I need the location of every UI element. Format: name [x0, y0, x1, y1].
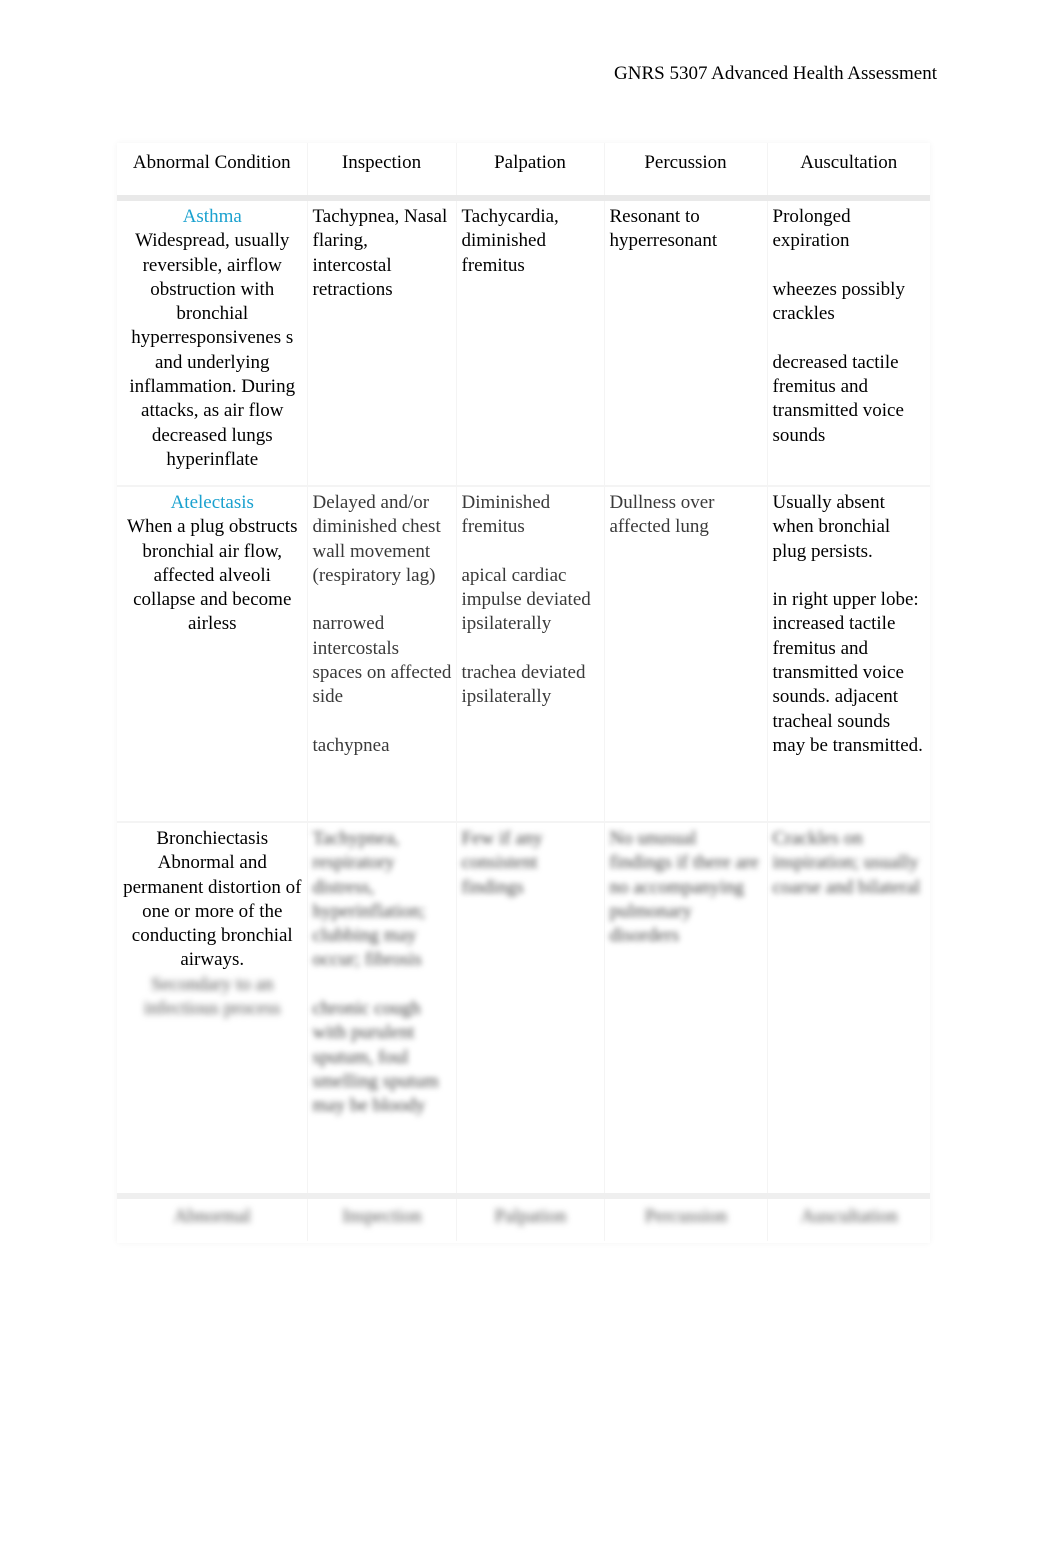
- footer-header-cell: Percussion: [604, 1196, 767, 1241]
- auscultation-finding: Prolonged expiration: [772, 206, 851, 252]
- palpation-finding: Tachycardia, diminished fremitus: [461, 206, 559, 276]
- inspection-finding: tachypnea: [312, 734, 390, 756]
- condition-cell: [117, 486, 307, 822]
- condition-description: When a plug obstructs bronchial air flow, affected alveoli collapse and become airless: [127, 516, 298, 635]
- blurred-description: Secondary to an infectious process: [143, 973, 281, 1020]
- percussion-finding: Resonant to hyperresonant: [609, 206, 718, 252]
- table-row-asthma: [117, 198, 930, 486]
- auscultation-finding: Crackles on inspiration; usually coarse and bilateral: [772, 828, 921, 898]
- table-row-atelectasis: [117, 486, 930, 822]
- inspection-cell: [307, 198, 456, 486]
- condition-name-bronchiectasis: Bronchiectasis: [156, 828, 269, 849]
- auscultation-cell: [767, 198, 930, 486]
- column-header-auscultation: Auscultation: [767, 143, 930, 198]
- assessment-table-container: [117, 143, 930, 1243]
- footer-header-cell: Auscultation: [767, 1196, 930, 1241]
- column-header-inspection: Inspection: [307, 143, 456, 198]
- auscultation-finding: in right upper lobe: increased tactile fremitus and transmitted voice sounds. adjacent tracheal sounds may be transmitted.: [772, 589, 923, 756]
- palpation-finding: trachea deviated ipsilaterally: [461, 662, 586, 708]
- palpation-finding: apical cardiac impulse deviated ipsilaterally: [461, 564, 591, 635]
- condition-name-atelectasis: Atelectasis: [170, 492, 254, 513]
- percussion-cell: [604, 486, 767, 822]
- condition-description: Widespread, usually reversible, airflow obstruction with bronchial hyperresponsivenes s and underlying inflammation. During attacks, as air flow decreased lungs hyperinflate: [129, 230, 296, 470]
- inspection-finding: chronic cough with purulent sputum, foul smelling sputum may be bloody: [312, 998, 439, 1117]
- inspection-finding: Tachypnea, Nasal flaring, intercostal retractions: [312, 206, 448, 300]
- footer-header-cell: Palpation: [456, 1196, 604, 1241]
- percussion-cell: [604, 198, 767, 486]
- table-header-row: [117, 143, 930, 198]
- condition-name-asthma: Asthma: [182, 206, 242, 227]
- table-row-bronchiectasis: [117, 822, 930, 1196]
- table-footer-repeat-row: [117, 1196, 930, 1241]
- palpation-cell: [456, 198, 604, 486]
- condition-description: Abnormal and permanent distortion of one or more of the conducting bronchial airways.: [123, 852, 302, 971]
- inspection-cell: [307, 486, 456, 822]
- auscultation-finding: decreased tactile fremitus and transmitted voice sounds: [772, 351, 904, 446]
- percussion-finding: Dullness over affected lung: [609, 492, 715, 538]
- page-header-title: GNRS 5307 Advanced Health Assessment: [614, 63, 937, 84]
- percussion-cell: [604, 822, 767, 1196]
- footer-header-cell: Abnormal: [117, 1196, 307, 1241]
- inspection-cell: [307, 822, 456, 1196]
- inspection-finding: Delayed and/or diminished chest wall movement (respiratory lag): [312, 492, 441, 586]
- column-header-palpation: Palpation: [456, 143, 604, 198]
- percussion-finding: No unusual findings if there are no accompanying pulmonary disorders: [609, 828, 759, 947]
- assessment-table: [117, 143, 930, 1241]
- footer-header-cell: Inspection: [307, 1196, 456, 1241]
- condition-cell: [117, 198, 307, 486]
- inspection-finding: Tachypnea, respiratory distress, hyperinflation; clubbing may occur; fibrosis: [312, 828, 426, 971]
- auscultation-cell: [767, 486, 930, 822]
- column-header-percussion: Percussion: [604, 143, 767, 198]
- palpation-cell: [456, 486, 604, 822]
- palpation-finding: Few if any consistent findings: [461, 828, 543, 898]
- auscultation-finding: Usually absent when bronchial plug persists.: [772, 492, 891, 562]
- column-header-condition: Abnormal Condition: [117, 143, 307, 198]
- auscultation-finding: wheezes possibly crackles: [772, 278, 905, 325]
- palpation-cell: [456, 822, 604, 1196]
- palpation-finding: Diminished fremitus: [461, 492, 551, 538]
- inspection-finding: narrowed intercostals spaces on affected side: [312, 613, 452, 708]
- condition-cell: [117, 822, 307, 1196]
- auscultation-cell: [767, 822, 930, 1196]
